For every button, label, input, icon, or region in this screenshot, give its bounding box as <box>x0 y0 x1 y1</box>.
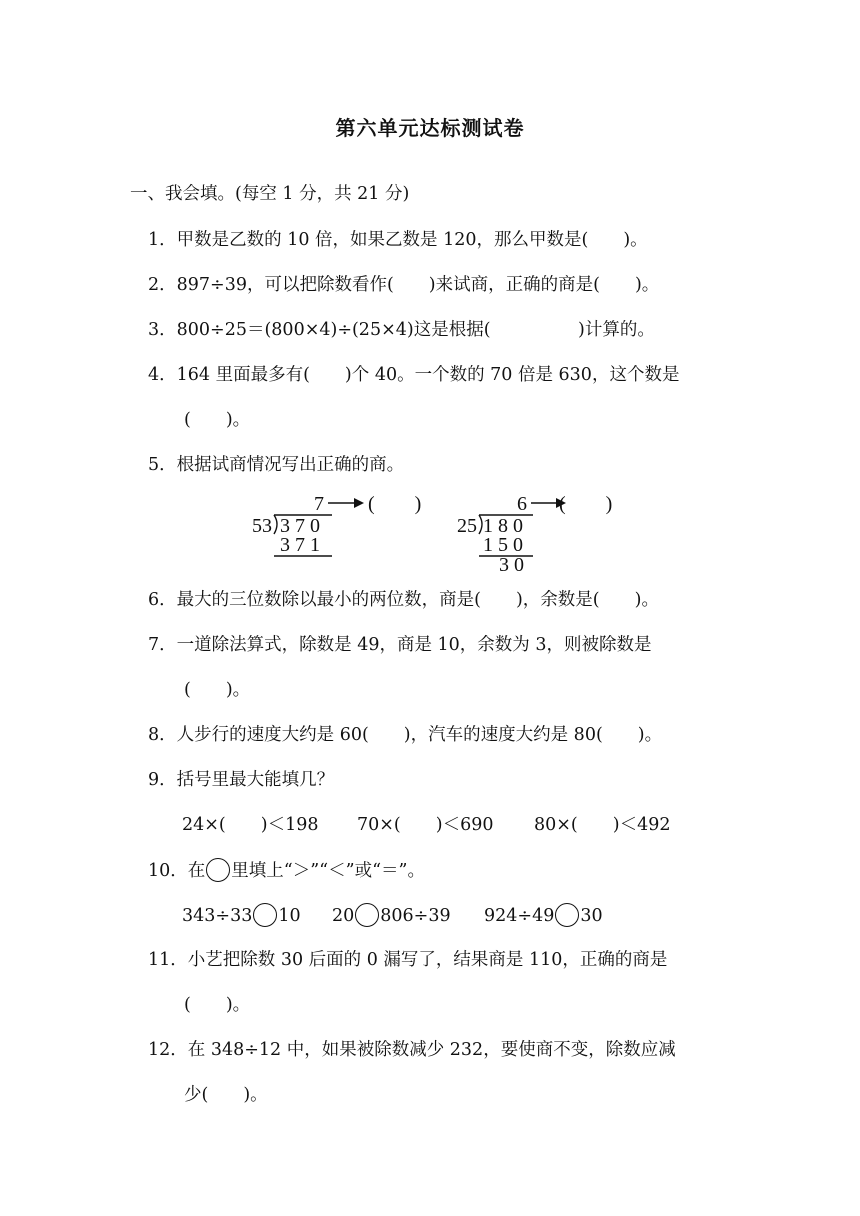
compare-left: 20 <box>332 906 355 926</box>
arrow-icon <box>354 498 364 508</box>
compare-right: 30 <box>580 906 603 926</box>
question-11-line-2: ( )。 <box>184 995 251 1015</box>
long-division-2 <box>455 488 655 578</box>
page-title: 第六单元达标测试卷 <box>335 116 525 140</box>
division-1-bracket <box>274 515 277 534</box>
division-2-dividend: 1 8 0 <box>483 515 523 537</box>
question-12-line-1: 12．在 348÷12 中，如果被除数减少 232，要使商不变，除数应减 <box>148 1040 676 1060</box>
question-4-line-2: ( )。 <box>184 410 251 430</box>
compare-right: 806÷39 <box>380 906 451 926</box>
question-7-line-1: 7．一道除法算式，除数是 49，商是 10，余数为 3，则被除数是 <box>148 635 652 655</box>
division-2-bracket <box>479 515 482 534</box>
compare-right: 10 <box>278 906 301 926</box>
compare-circle-input[interactable] <box>355 903 379 927</box>
question-9-item-1: 24×( )＜198 <box>182 815 319 835</box>
question-5: 5．根据试商情况写出正确的商。 <box>148 455 405 475</box>
question-10 <box>148 858 425 883</box>
division-1-divisor: 53 <box>252 515 272 537</box>
section-heading: 一、我会填。(每空 1 分，共 21 分) <box>130 184 410 204</box>
compare-left: 924÷49 <box>484 906 555 926</box>
division-2-product: 1 5 0 <box>483 534 523 556</box>
question-9-item-2: 70×( )＜690 <box>357 815 494 835</box>
question-9: 9．括号里最大能填几？ <box>148 770 335 790</box>
long-division-1 <box>250 488 440 578</box>
question-10-item-1 <box>182 903 301 928</box>
compare-circle-input[interactable] <box>253 903 277 927</box>
question-7-line-2: ( )。 <box>184 680 251 700</box>
question-3: 3．800÷25＝(800×4)÷(25×4)这是根据( )计算的。 <box>148 320 655 340</box>
compare-circle-input[interactable] <box>555 903 579 927</box>
question-10-item-2 <box>332 903 451 928</box>
compare-left: 343÷33 <box>182 906 253 926</box>
question-1: 1．甲数是乙数的 10 倍，如果乙数是 120，那么甲数是( )。 <box>148 230 648 250</box>
question-10-suffix: 里填上“＞”“＜”或“＝”。 <box>231 861 425 881</box>
division-2-answer-blank: ( ) <box>559 493 613 515</box>
question-9-item-3: 80×( )＜492 <box>534 815 671 835</box>
question-4-line-1: 4．164 里面最多有( )个 40。一个数的 70 倍是 630，这个数是 <box>148 365 680 385</box>
question-10-item-3 <box>484 903 603 928</box>
circle-icon <box>206 858 230 882</box>
division-1-dividend: 3 7 0 <box>280 515 320 537</box>
question-11-line-1: 11．小艺把除数 30 后面的 0 漏写了，结果商是 110，正确的商是 <box>148 950 668 970</box>
division-1-product: 3 7 1 <box>280 534 320 556</box>
division-2-quotient: 6 <box>517 493 527 515</box>
question-8: 8．人步行的速度大约是 60( )，汽车的速度大约是 80( )。 <box>148 725 663 745</box>
question-2: 2．897÷39，可以把除数看作( )来试商，正确的商是( )。 <box>148 275 660 295</box>
question-10-prefix: 10．在 <box>148 861 206 881</box>
question-12-line-2: 少( )。 <box>184 1085 268 1105</box>
division-1-quotient: 7 <box>314 493 324 515</box>
division-2-remainder: 3 0 <box>499 554 524 576</box>
question-6: 6．最大的三位数除以最小的两位数，商是( )，余数是( )。 <box>148 590 659 610</box>
division-2-divisor: 25 <box>457 515 477 537</box>
division-1-answer-blank: ( ) <box>368 493 422 515</box>
